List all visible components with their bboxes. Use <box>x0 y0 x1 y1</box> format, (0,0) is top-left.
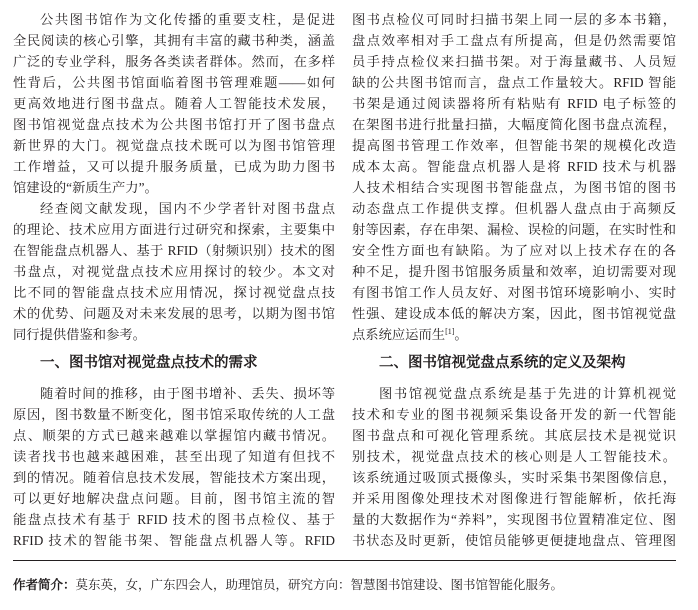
body-line: 别技术，视觉盘点技术的核心则是人工智能技术。 <box>352 448 676 464</box>
body-line: 图书盘点和可视化管理系统。其底层技术是视觉识 <box>352 427 676 443</box>
section-heading: 一、图书馆对视觉盘点技术的需求 <box>40 354 258 371</box>
body-line: 缺的公共图书馆而言，盘点工作量较大。RFID 智能 <box>352 75 676 90</box>
body-line: 可以更好地解决盘点问题。目前，图书馆主流的智 <box>13 490 335 506</box>
author-note <box>13 574 563 595</box>
body-line: 性强、建设成本低的解决方案，因此，图书馆视觉盘 <box>352 306 676 321</box>
body-line: 成本太高。智能盘点机器人是将 RFID 技术与机器 <box>352 159 676 174</box>
footnote-rule <box>13 560 676 561</box>
paragraph <box>13 9 335 198</box>
body-line: 更高效地进行图书盘点。随着人工智能技术发展， <box>13 96 335 111</box>
body-line: 工作增益，又可以提升服务质量，已成为助力图书 <box>13 159 335 174</box>
line-text: 点系统应运而生 <box>352 327 446 342</box>
author-note-text: 莫东英，女，广东四会人，助理馆员，研究方向：智慧图书馆建设、图书馆智能化服务。 <box>75 577 564 592</box>
body-line: 人技术相结合实现图书智能盘点，为图书馆的图书 <box>352 180 676 195</box>
body-line: 有图书馆工作人员友好、对图书馆环境影响小、实时 <box>352 285 676 300</box>
body-line: 该系统通过吸顶式摄像头，实时采集书架图像信息， <box>352 469 676 485</box>
body-line: 原因，图书数量不断变化，图书馆采取传统的人工盘 <box>13 406 335 422</box>
body-line: 种不足，提升图书馆服务质量和效率，迫切需要对现 <box>352 264 676 279</box>
body-line: 经查阅文献发现，国内不少学者针对图书盘点 <box>40 201 335 216</box>
body-line: 安全性方面也有缺陷。为了应对以上技术存在的各 <box>352 243 676 258</box>
body-line: 新世界的大门。视觉盘点技术既可以为图书馆管理 <box>13 138 335 153</box>
body-line: 书状态及时更新，使馆员能够更便捷地盘点、管理图 <box>352 532 676 548</box>
body-line: 到的情况。随着信息技术发展，智能技术方案出现， <box>13 469 335 485</box>
paragraph <box>13 383 335 551</box>
body-line: 的理论、技术应用方面进行过研究和探索，主要集中 <box>13 222 335 237</box>
body-line: 读者找书也越来越困难，甚至出现了知道有但找不 <box>13 448 335 464</box>
body-line: 盘点效率相对手工盘点有所提高，但是仍然需要馆 <box>352 33 676 48</box>
body-line: 公共图书馆作为文化传播的重要支柱，是促进 <box>40 12 335 27</box>
paragraph <box>352 9 676 345</box>
right-column <box>352 9 676 551</box>
author-note-label: 作者简介： <box>13 577 76 592</box>
body-line: 射等因素，存在串架、漏检、误检的问题，在实时性和 <box>352 222 676 237</box>
body-line: 馆建设的“新质生产力”。 <box>13 180 158 195</box>
body-line: 点、顺架的方式已越来越难以掌握馆内藏书情况。 <box>13 427 335 443</box>
body-line: 在智能盘点机器人、基于 RFID（射频识别）技术的图 <box>13 243 335 258</box>
body-line: 能盘点技术有基于 RFID 技术的图书点检仪、基于 <box>13 511 335 527</box>
body-line: 并采用图像处理技术对图像进行智能解析，依托海 <box>352 490 676 506</box>
body-line: 动态盘点工作提供支撑。但机器人盘点由于高频反 <box>352 201 676 216</box>
citation-marker: [1] <box>445 327 455 336</box>
paragraph <box>352 383 676 551</box>
body-line: 图书点检仪可同时扫描书架上同一层的多本书籍， <box>352 12 676 27</box>
body-line: 在架图书进行批量扫描，大幅度简化图书盘点流程， <box>352 117 676 132</box>
body-line: 图书馆视觉盘点技术为公共图书馆打开了图书盘点 <box>13 117 335 132</box>
body-line: 员手持点检仪来扫描书架。对于海量藏书、人员短 <box>352 54 676 69</box>
body-line: 全民阅读的核心引擎，其拥有丰富的藏书种类，涵盖 <box>13 33 335 48</box>
body-line: RFID 技术的智能书架、智能盘点机器人等。RFID <box>13 532 335 548</box>
body-line <box>352 324 676 345</box>
body-line: 书架是通过阅读器将所有粘贴有 RFID 电子标签的 <box>352 96 676 111</box>
body-line: 提高图书管理工作效率，但智能书架的规模化改造 <box>352 138 676 153</box>
section-heading: 二、图书馆视觉盘点系统的定义及架构 <box>379 354 626 371</box>
body-line: 技术和专业的图书视频采集设备开发的新一代智能 <box>352 406 676 422</box>
body-line: 书盘点，对视觉盘点技术应用探讨的较少。本文对 <box>13 264 335 279</box>
body-line: 图书馆视觉盘点系统是基于先进的计算机视觉 <box>379 385 676 401</box>
body-line: 同行提供借鉴和参考。 <box>13 327 146 342</box>
left-column <box>13 9 335 551</box>
body-line: 随着时间的推移，由于图书增补、丢失、损坏等 <box>40 385 335 401</box>
body-line: 广泛的专业学科，服务各类读者群体。然而，在多样 <box>13 54 335 69</box>
paragraph <box>13 198 335 345</box>
body-line: 比不同的智能盘点技术应用情况，探讨视觉盘点技 <box>13 285 335 300</box>
body-line: 术的优势、问题及对未来发展的思考，以期为图书馆 <box>13 306 335 321</box>
line-end-punctuation: 。 <box>454 327 468 342</box>
body-line: 性背后，公共图书馆面临着图书管理难题——如何 <box>13 75 335 90</box>
body-line: 量的大数据作为“养料”，实现图书位置精准定位、图 <box>352 511 676 527</box>
